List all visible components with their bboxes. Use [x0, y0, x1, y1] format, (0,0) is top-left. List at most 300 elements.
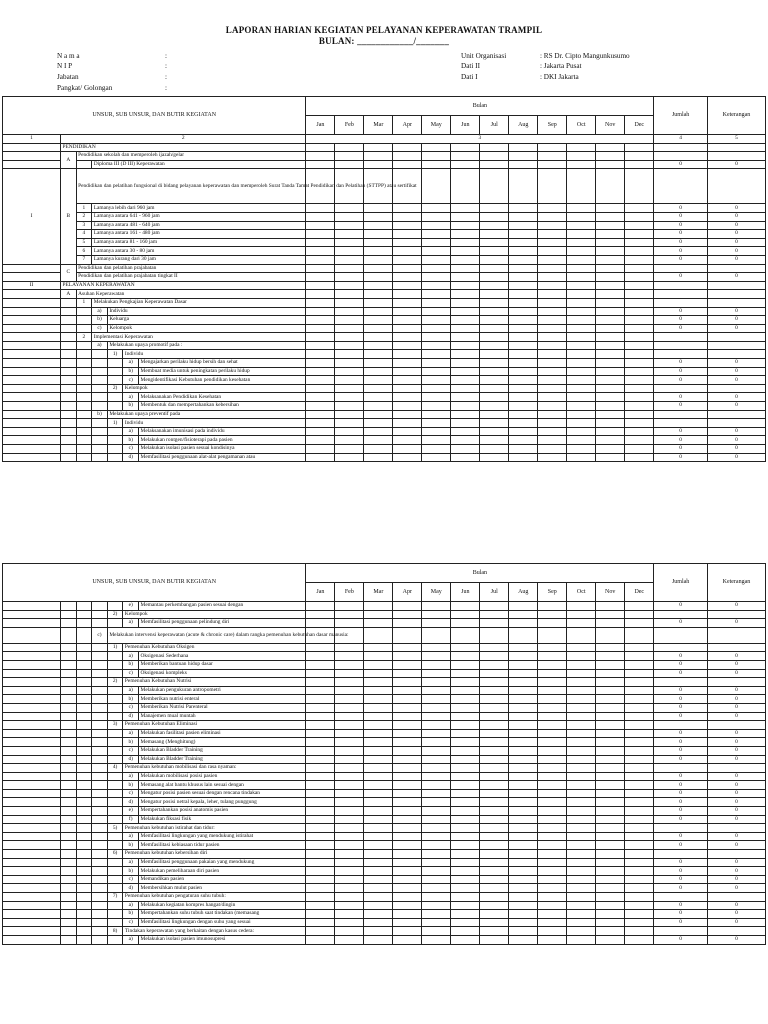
month-cell[interactable]	[393, 738, 422, 747]
month-cell[interactable]	[625, 376, 654, 385]
month-cell[interactable]	[306, 367, 335, 376]
month-cell[interactable]	[422, 436, 451, 445]
month-cell[interactable]	[509, 290, 538, 299]
month-cell[interactable]	[422, 350, 451, 359]
month-cell[interactable]	[364, 729, 393, 738]
month-cell[interactable]	[306, 445, 335, 454]
month-cell[interactable]	[422, 841, 451, 850]
month-cell[interactable]	[538, 703, 567, 712]
month-cell[interactable]	[567, 841, 596, 850]
month-cell[interactable]	[480, 273, 509, 282]
month-cell[interactable]	[538, 445, 567, 454]
month-cell[interactable]	[451, 918, 480, 927]
month-cell[interactable]	[596, 290, 625, 299]
month-cell[interactable]	[625, 341, 654, 350]
month-cell[interactable]	[567, 807, 596, 816]
month-cell[interactable]	[393, 427, 422, 436]
month-cell[interactable]	[393, 602, 422, 611]
month-cell[interactable]	[451, 643, 480, 652]
month-cell[interactable]	[393, 273, 422, 282]
month-cell[interactable]	[596, 721, 625, 730]
month-cell[interactable]	[625, 221, 654, 230]
month-cell[interactable]	[538, 884, 567, 893]
month-cell[interactable]	[364, 764, 393, 773]
month-cell[interactable]	[625, 910, 654, 919]
month-cell[interactable]	[509, 619, 538, 628]
month-cell[interactable]	[480, 316, 509, 325]
month-cell[interactable]	[335, 221, 364, 230]
month-cell[interactable]	[451, 273, 480, 282]
month-cell[interactable]	[596, 755, 625, 764]
month-cell[interactable]	[596, 652, 625, 661]
month-cell[interactable]	[480, 669, 509, 678]
month-cell[interactable]	[567, 419, 596, 428]
month-cell[interactable]	[538, 867, 567, 876]
month-cell[interactable]	[509, 660, 538, 669]
month-cell[interactable]	[451, 264, 480, 273]
month-cell[interactable]	[538, 230, 567, 239]
month-cell[interactable]	[509, 798, 538, 807]
month-cell[interactable]	[364, 824, 393, 833]
month-cell[interactable]	[306, 746, 335, 755]
month-cell[interactable]	[625, 807, 654, 816]
month-cell[interactable]	[596, 893, 625, 902]
month-cell[interactable]	[625, 798, 654, 807]
month-cell[interactable]	[306, 901, 335, 910]
month-cell[interactable]	[538, 678, 567, 687]
month-cell[interactable]	[364, 238, 393, 247]
month-cell[interactable]	[480, 247, 509, 256]
month-cell[interactable]	[538, 781, 567, 790]
month-cell[interactable]	[393, 367, 422, 376]
month-cell[interactable]	[567, 875, 596, 884]
month-cell[interactable]	[364, 884, 393, 893]
month-cell[interactable]	[306, 410, 335, 419]
month-cell[interactable]	[538, 901, 567, 910]
month-cell[interactable]	[480, 290, 509, 299]
month-cell[interactable]	[567, 789, 596, 798]
month-cell[interactable]	[364, 850, 393, 859]
month-cell[interactable]	[625, 298, 654, 307]
month-cell[interactable]	[538, 264, 567, 273]
month-cell[interactable]	[335, 935, 364, 944]
month-cell[interactable]	[509, 789, 538, 798]
month-cell[interactable]	[567, 367, 596, 376]
month-cell[interactable]	[596, 729, 625, 738]
month-cell[interactable]	[422, 410, 451, 419]
month-cell[interactable]	[509, 341, 538, 350]
month-cell[interactable]	[567, 298, 596, 307]
month-cell[interactable]	[538, 359, 567, 368]
month-cell[interactable]	[451, 160, 480, 169]
month-cell[interactable]	[422, 307, 451, 316]
month-cell[interactable]	[509, 858, 538, 867]
month-cell[interactable]	[422, 798, 451, 807]
month-cell[interactable]	[306, 436, 335, 445]
month-cell[interactable]	[306, 695, 335, 704]
month-cell[interactable]	[422, 402, 451, 411]
month-cell[interactable]	[335, 712, 364, 721]
month-cell[interactable]	[393, 660, 422, 669]
month-cell[interactable]	[596, 841, 625, 850]
month-cell[interactable]	[625, 627, 654, 643]
month-cell[interactable]	[335, 445, 364, 454]
month-cell[interactable]	[596, 832, 625, 841]
month-cell[interactable]	[480, 341, 509, 350]
month-cell[interactable]	[509, 918, 538, 927]
month-cell[interactable]	[538, 841, 567, 850]
month-cell[interactable]	[393, 935, 422, 944]
month-cell[interactable]	[509, 875, 538, 884]
month-cell[interactable]	[335, 901, 364, 910]
month-cell[interactable]	[480, 445, 509, 454]
month-cell[interactable]	[451, 298, 480, 307]
month-cell[interactable]	[625, 652, 654, 661]
month-cell[interactable]	[596, 669, 625, 678]
month-cell[interactable]	[451, 824, 480, 833]
month-cell[interactable]	[422, 678, 451, 687]
month-cell[interactable]	[596, 410, 625, 419]
month-cell[interactable]	[509, 324, 538, 333]
month-cell[interactable]	[538, 910, 567, 919]
month-cell[interactable]	[596, 910, 625, 919]
month-cell[interactable]	[422, 143, 451, 152]
month-cell[interactable]	[480, 298, 509, 307]
month-cell[interactable]	[567, 445, 596, 454]
month-cell[interactable]	[335, 619, 364, 628]
month-cell[interactable]	[364, 660, 393, 669]
month-cell[interactable]	[451, 204, 480, 213]
month-cell[interactable]	[451, 376, 480, 385]
month-cell[interactable]	[480, 815, 509, 824]
month-cell[interactable]	[480, 841, 509, 850]
month-cell[interactable]	[306, 255, 335, 264]
month-cell[interactable]	[480, 204, 509, 213]
month-cell[interactable]	[567, 376, 596, 385]
month-cell[interactable]	[451, 935, 480, 944]
month-cell[interactable]	[567, 204, 596, 213]
month-cell[interactable]	[625, 436, 654, 445]
month-cell[interactable]	[538, 798, 567, 807]
month-cell[interactable]	[306, 298, 335, 307]
month-cell[interactable]	[596, 619, 625, 628]
month-cell[interactable]	[422, 445, 451, 454]
month-cell[interactable]	[306, 764, 335, 773]
month-cell[interactable]	[364, 247, 393, 256]
month-cell[interactable]	[480, 901, 509, 910]
month-cell[interactable]	[393, 445, 422, 454]
month-cell[interactable]	[625, 772, 654, 781]
month-cell[interactable]	[509, 453, 538, 462]
month-cell[interactable]	[625, 738, 654, 747]
month-cell[interactable]	[567, 703, 596, 712]
month-cell[interactable]	[567, 384, 596, 393]
month-cell[interactable]	[335, 729, 364, 738]
month-cell[interactable]	[538, 695, 567, 704]
month-cell[interactable]	[625, 703, 654, 712]
month-cell[interactable]	[364, 875, 393, 884]
month-cell[interactable]	[335, 453, 364, 462]
month-cell[interactable]	[625, 678, 654, 687]
month-cell[interactable]	[306, 290, 335, 299]
month-cell[interactable]	[451, 721, 480, 730]
month-cell[interactable]	[335, 393, 364, 402]
month-cell[interactable]	[422, 212, 451, 221]
month-cell[interactable]	[625, 281, 654, 290]
month-cell[interactable]	[596, 815, 625, 824]
month-cell[interactable]	[393, 867, 422, 876]
month-cell[interactable]	[306, 669, 335, 678]
month-cell[interactable]	[480, 798, 509, 807]
month-cell[interactable]	[364, 221, 393, 230]
month-cell[interactable]	[625, 255, 654, 264]
month-cell[interactable]	[509, 927, 538, 936]
month-cell[interactable]	[306, 359, 335, 368]
month-cell[interactable]	[306, 875, 335, 884]
month-cell[interactable]	[596, 436, 625, 445]
month-cell[interactable]	[538, 721, 567, 730]
month-cell[interactable]	[393, 755, 422, 764]
month-cell[interactable]	[364, 264, 393, 273]
month-cell[interactable]	[364, 807, 393, 816]
month-cell[interactable]	[625, 324, 654, 333]
month-cell[interactable]	[567, 867, 596, 876]
month-cell[interactable]	[335, 755, 364, 764]
month-cell[interactable]	[335, 316, 364, 325]
month-cell[interactable]	[480, 686, 509, 695]
month-cell[interactable]	[335, 832, 364, 841]
month-cell[interactable]	[422, 359, 451, 368]
month-cell[interactable]	[335, 918, 364, 927]
month-cell[interactable]	[567, 927, 596, 936]
month-cell[interactable]	[335, 264, 364, 273]
month-cell[interactable]	[509, 238, 538, 247]
month-cell[interactable]	[393, 221, 422, 230]
month-cell[interactable]	[480, 738, 509, 747]
month-cell[interactable]	[480, 627, 509, 643]
month-cell[interactable]	[335, 204, 364, 213]
month-cell[interactable]	[451, 324, 480, 333]
month-cell[interactable]	[393, 436, 422, 445]
month-cell[interactable]	[480, 212, 509, 221]
month-cell[interactable]	[567, 764, 596, 773]
month-cell[interactable]	[480, 143, 509, 152]
month-cell[interactable]	[335, 781, 364, 790]
month-cell[interactable]	[451, 841, 480, 850]
month-cell[interactable]	[625, 669, 654, 678]
month-cell[interactable]	[567, 212, 596, 221]
month-cell[interactable]	[480, 393, 509, 402]
month-cell[interactable]	[538, 764, 567, 773]
month-cell[interactable]	[538, 755, 567, 764]
month-cell[interactable]	[306, 143, 335, 152]
month-cell[interactable]	[625, 264, 654, 273]
month-cell[interactable]	[393, 669, 422, 678]
month-cell[interactable]	[567, 221, 596, 230]
month-cell[interactable]	[538, 610, 567, 619]
month-cell[interactable]	[538, 350, 567, 359]
month-cell[interactable]	[306, 910, 335, 919]
month-cell[interactable]	[422, 169, 451, 204]
month-cell[interactable]	[364, 453, 393, 462]
month-cell[interactable]	[596, 660, 625, 669]
month-cell[interactable]	[422, 824, 451, 833]
month-cell[interactable]	[567, 169, 596, 204]
month-cell[interactable]	[306, 453, 335, 462]
month-cell[interactable]	[567, 427, 596, 436]
month-cell[interactable]	[538, 281, 567, 290]
month-cell[interactable]	[306, 721, 335, 730]
month-cell[interactable]	[480, 264, 509, 273]
month-cell[interactable]	[567, 893, 596, 902]
month-cell[interactable]	[625, 884, 654, 893]
month-cell[interactable]	[480, 884, 509, 893]
month-cell[interactable]	[538, 221, 567, 230]
month-cell[interactable]	[451, 746, 480, 755]
month-cell[interactable]	[335, 402, 364, 411]
month-cell[interactable]	[538, 169, 567, 204]
month-cell[interactable]	[596, 850, 625, 859]
month-cell[interactable]	[422, 927, 451, 936]
month-cell[interactable]	[567, 721, 596, 730]
month-cell[interactable]	[364, 341, 393, 350]
month-cell[interactable]	[451, 610, 480, 619]
month-cell[interactable]	[364, 273, 393, 282]
month-cell[interactable]	[306, 238, 335, 247]
month-cell[interactable]	[538, 316, 567, 325]
month-cell[interactable]	[335, 686, 364, 695]
month-cell[interactable]	[422, 884, 451, 893]
month-cell[interactable]	[625, 238, 654, 247]
month-cell[interactable]	[335, 815, 364, 824]
month-cell[interactable]	[422, 875, 451, 884]
month-cell[interactable]	[538, 669, 567, 678]
month-cell[interactable]	[596, 610, 625, 619]
month-cell[interactable]	[364, 307, 393, 316]
month-cell[interactable]	[509, 402, 538, 411]
month-cell[interactable]	[451, 152, 480, 161]
month-cell[interactable]	[306, 703, 335, 712]
month-cell[interactable]	[538, 832, 567, 841]
month-cell[interactable]	[335, 324, 364, 333]
month-cell[interactable]	[393, 298, 422, 307]
month-cell[interactable]	[509, 160, 538, 169]
month-cell[interactable]	[306, 867, 335, 876]
month-cell[interactable]	[335, 678, 364, 687]
month-cell[interactable]	[538, 643, 567, 652]
month-cell[interactable]	[393, 281, 422, 290]
month-cell[interactable]	[567, 359, 596, 368]
month-cell[interactable]	[567, 143, 596, 152]
month-cell[interactable]	[567, 652, 596, 661]
month-cell[interactable]	[596, 686, 625, 695]
month-cell[interactable]	[335, 610, 364, 619]
month-cell[interactable]	[596, 746, 625, 755]
month-cell[interactable]	[364, 436, 393, 445]
month-cell[interactable]	[306, 204, 335, 213]
month-cell[interactable]	[596, 867, 625, 876]
month-cell[interactable]	[538, 247, 567, 256]
month-cell[interactable]	[480, 832, 509, 841]
month-cell[interactable]	[335, 341, 364, 350]
month-cell[interactable]	[451, 652, 480, 661]
month-cell[interactable]	[509, 316, 538, 325]
month-cell[interactable]	[596, 935, 625, 944]
month-cell[interactable]	[480, 652, 509, 661]
month-cell[interactable]	[480, 643, 509, 652]
month-cell[interactable]	[480, 230, 509, 239]
month-cell[interactable]	[393, 453, 422, 462]
month-cell[interactable]	[596, 901, 625, 910]
month-cell[interactable]	[480, 221, 509, 230]
month-cell[interactable]	[480, 359, 509, 368]
month-cell[interactable]	[393, 927, 422, 936]
month-cell[interactable]	[596, 384, 625, 393]
month-cell[interactable]	[393, 798, 422, 807]
month-cell[interactable]	[625, 169, 654, 204]
month-cell[interactable]	[538, 858, 567, 867]
month-cell[interactable]	[625, 316, 654, 325]
month-cell[interactable]	[480, 764, 509, 773]
month-cell[interactable]	[480, 419, 509, 428]
month-cell[interactable]	[567, 935, 596, 944]
month-cell[interactable]	[625, 333, 654, 342]
month-cell[interactable]	[393, 290, 422, 299]
month-cell[interactable]	[306, 643, 335, 652]
month-cell[interactable]	[451, 807, 480, 816]
month-cell[interactable]	[567, 247, 596, 256]
month-cell[interactable]	[625, 927, 654, 936]
month-cell[interactable]	[306, 273, 335, 282]
month-cell[interactable]	[422, 333, 451, 342]
month-cell[interactable]	[480, 850, 509, 859]
month-cell[interactable]	[422, 832, 451, 841]
month-cell[interactable]	[596, 169, 625, 204]
month-cell[interactable]	[567, 333, 596, 342]
month-cell[interactable]	[596, 247, 625, 256]
month-cell[interactable]	[509, 427, 538, 436]
month-cell[interactable]	[364, 602, 393, 611]
month-cell[interactable]	[625, 152, 654, 161]
month-cell[interactable]	[509, 901, 538, 910]
month-cell[interactable]	[596, 807, 625, 816]
month-cell[interactable]	[567, 884, 596, 893]
month-cell[interactable]	[625, 247, 654, 256]
month-cell[interactable]	[364, 143, 393, 152]
month-cell[interactable]	[306, 815, 335, 824]
month-cell[interactable]	[538, 935, 567, 944]
month-cell[interactable]	[451, 901, 480, 910]
month-cell[interactable]	[422, 643, 451, 652]
month-cell[interactable]	[509, 910, 538, 919]
month-cell[interactable]	[596, 738, 625, 747]
month-cell[interactable]	[451, 333, 480, 342]
month-cell[interactable]	[567, 643, 596, 652]
month-cell[interactable]	[451, 798, 480, 807]
month-cell[interactable]	[596, 281, 625, 290]
month-cell[interactable]	[451, 602, 480, 611]
month-cell[interactable]	[393, 384, 422, 393]
month-cell[interactable]	[625, 755, 654, 764]
month-cell[interactable]	[335, 152, 364, 161]
month-cell[interactable]	[306, 772, 335, 781]
month-cell[interactable]	[480, 678, 509, 687]
month-cell[interactable]	[393, 333, 422, 342]
month-cell[interactable]	[451, 729, 480, 738]
month-cell[interactable]	[422, 376, 451, 385]
month-cell[interactable]	[306, 341, 335, 350]
month-cell[interactable]	[596, 427, 625, 436]
